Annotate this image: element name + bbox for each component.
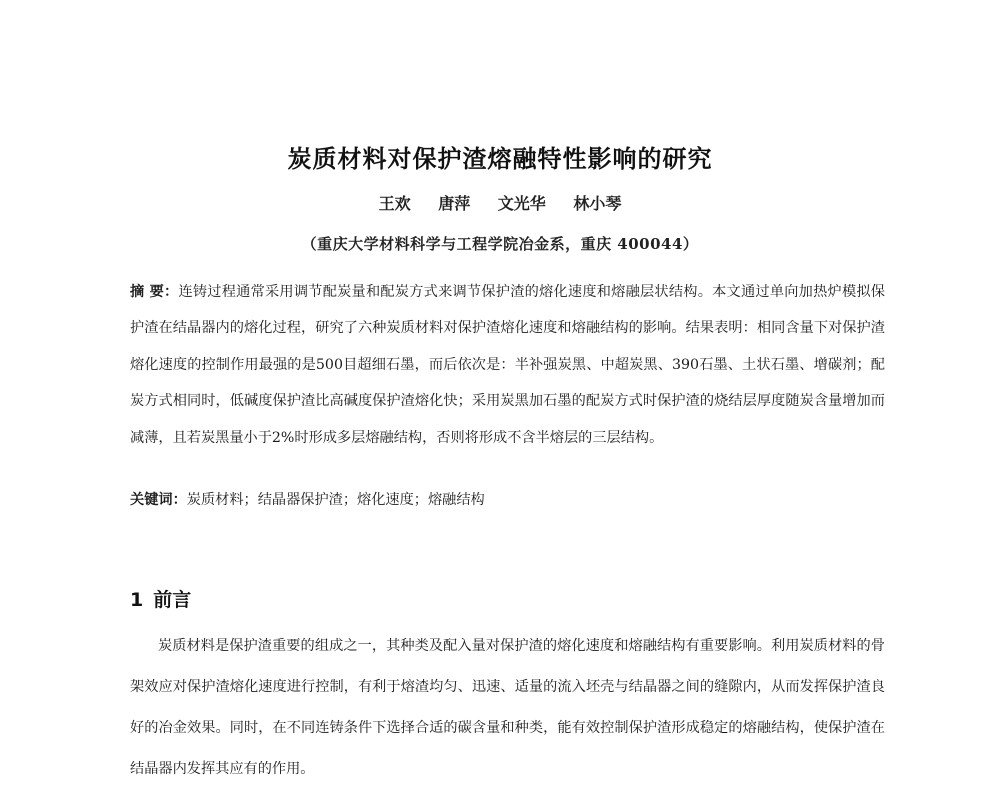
author-name: 林小琴	[573, 194, 622, 213]
section-title: 前言	[153, 589, 192, 611]
section-body-text: 炭质材料是保护渣重要的组成之一，其种类及配入量对保护渣的熔化速度和熔融结构有重要影响。利用炭质材料的骨架效应对保护渣熔化速度进行控制，有利于熔渣均匀、迅速、适量的流入坯壳与结晶器之间的缝隙内，从而发挥保护渣良好的冶金效果。同时，在不同连铸条件下选择合适的碳含量和种类，能有效控制保护渣形成稳定的熔融结构，使保护渣在结晶器内发挥其应有的作用。	[130, 638, 885, 777]
paper-title: 炭质材料对保护渣熔融特性影响的研究	[287, 145, 713, 173]
section-heading	[130, 585, 191, 612]
keywords-text: 炭质材料；结晶器保护渣；熔化速度；熔融结构	[186, 492, 485, 508]
abstract-label: 摘 要：	[130, 284, 179, 300]
author-list	[0, 191, 1000, 214]
abstract-text: 连铸过程通常采用调节配炭量和配炭方式来调节保护渣的熔化速度和熔融层状结构。本文通过单向加热炉模拟保护渣在结晶器内的熔化过程，研究了六种炭质材料对保护渣熔化速度和熔融结构的影响。结果表明：相同含量下对保护渣熔化速度的控制作用最强的是500目超细石墨，而后依次是：半补强炭黑、中超炭黑、390石墨、土状石墨、增碳剂；配炭方式相同时，低碱度保护渣比高碱度保护渣熔化快；采用炭黑加石墨的配炭方式时保护渣的烧结层厚度随炭含量增加而减薄，且若炭黑量小于2%时形成多层熔融结构，否则将形成不含半熔层的三层结构。	[130, 284, 885, 446]
keywords-label: 关键词：	[130, 492, 187, 508]
keywords	[130, 489, 885, 511]
author-name: 唐萍	[438, 194, 471, 213]
author-name: 文光华	[497, 194, 546, 213]
section-number: 1	[130, 589, 144, 611]
author-affiliation: （重庆大学材料科学与工程学院冶金系，重庆 400044）	[301, 235, 699, 253]
author-name: 王欢	[378, 194, 411, 213]
abstract	[130, 274, 885, 456]
